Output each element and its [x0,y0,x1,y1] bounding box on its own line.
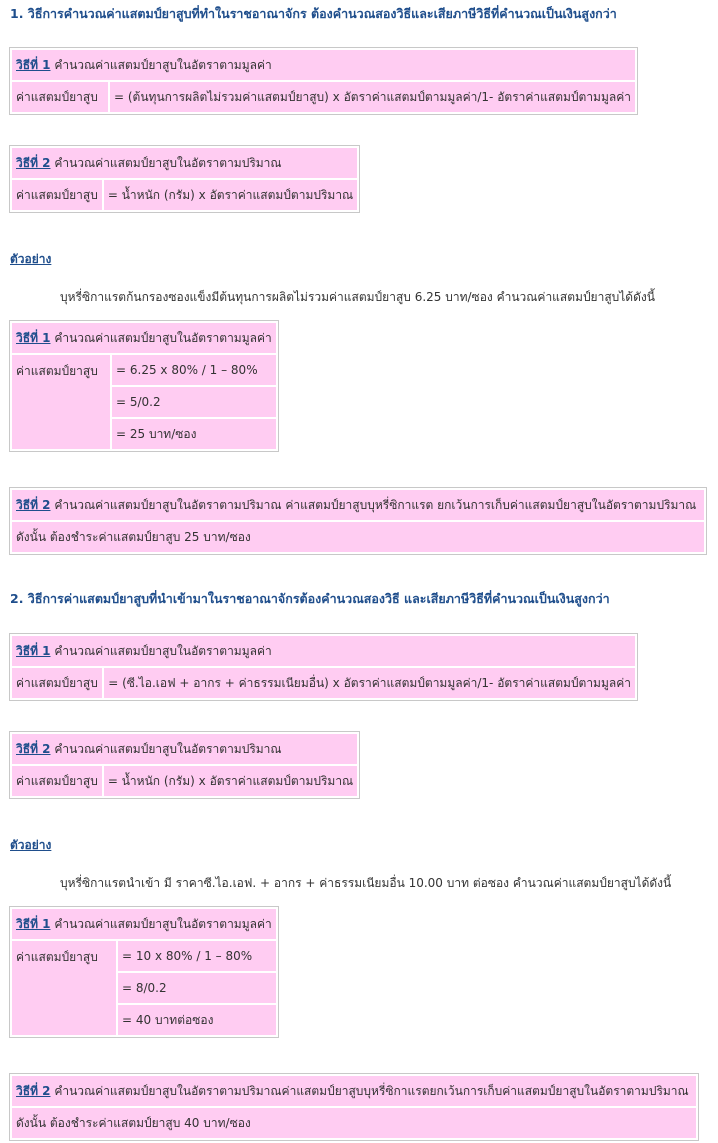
s1-example2-link[interactable]: วิธีที่ 2 [16,497,51,512]
s2-example1-link[interactable]: วิธีที่ 1 [16,916,51,931]
s1-method2-label: ค่าแสตมป์ยาสูบ [12,180,102,210]
s2-method1-label: ค่าแสตมป์ยาสูบ [12,668,102,698]
s1-example1-desc: คำนวณค่าแสตมป์ยาสูบในอัตราตามมูลค่า [54,330,272,345]
s2-example1-line: = 8/0.2 [118,973,276,1003]
s2-example-intro: บุหรี่ซิกาแรตนำเข้า มี ราคาซี.ไอ.เอฟ. + อากร + ค่าธรรมเนียมอื่น 10.00 บาท ต่อซอง คำนวณค่าแสตมป์ยาสูบได้ดังนี้ [60,876,672,890]
s1-method1-label: ค่าแสตมป์ยาสูบ [12,82,108,112]
s1-example2-desc: คำนวณค่าแสตมป์ยาสูบในอัตราตามปริมาณ ค่าแสตมป์ยาสูบบุหรี่ซิกาแรต ยกเว้นการเก็บค่าแสตมป์ยาสูบในอัตราตามปริมาณ [54,497,697,512]
s2-method2-label: ค่าแสตมป์ยาสูบ [12,766,102,796]
s1-example1-link[interactable]: วิธีที่ 1 [16,330,51,345]
s1-method2-desc: คำนวณค่าแสตมป์ยาสูบในอัตราตามปริมาณ [54,155,282,170]
s1-example2-table [9,487,707,555]
s1-method1-link[interactable]: วิธีที่ 1 [16,57,51,72]
s2-example2-link[interactable]: วิธีที่ 2 [16,1083,51,1098]
s2-method1-link[interactable]: วิธีที่ 1 [16,643,51,658]
section2-heading: 2. วิธีการค่าแสตมป์ยาสูบที่นำเข้ามาในราชอาณาจักรต้องคำนวณสองวิธี และเสียภาษีวิธีที่คำนวณเป็นเงินสูงกว่า [10,591,610,606]
s1-method2-link[interactable]: วิธีที่ 2 [16,155,51,170]
s1-example-label[interactable]: ตัวอย่าง [10,252,52,266]
s2-method1-desc: คำนวณค่าแสตมป์ยาสูบในอัตราตามมูลค่า [54,643,272,658]
s1-example1-line: = 6.25 x 80% / 1 – 80% [112,355,276,385]
s1-example2-conclusion: ดังนั้น ต้องชำระค่าแสตมป์ยาสูบ 25 บาท/ซอง [12,522,704,552]
s2-example1-label: ค่าแสตมป์ยาสูบ [12,941,116,1035]
s1-example1-line: = 5/0.2 [112,387,276,417]
s1-method2-table [9,145,360,213]
s1-method1-formula: = (ต้นทุนการผลิตไม่รวมค่าแสตมป์ยาสูบ) x อัตราค่าแสตมป์ตามมูลค่า/1- อัตราค่าแสตมป์ตามมูลค่า [110,82,635,112]
s2-method2-link[interactable]: วิธีที่ 2 [16,741,51,756]
s2-example1-desc: คำนวณค่าแสตมป์ยาสูบในอัตราตามมูลค่า [54,916,272,931]
s2-example1-line: = 10 x 80% / 1 – 80% [118,941,276,971]
s2-example1-line: = 40 บาทต่อซอง [118,1005,276,1035]
s2-method2-desc: คำนวณค่าแสตมป์ยาสูบในอัตราตามปริมาณ [54,741,282,756]
s1-method1-desc: คำนวณค่าแสตมป์ยาสูบในอัตราตามมูลค่า [54,57,272,72]
s2-method1-formula: = (ซี.ไอ.เอฟ + อากร + ค่าธรรมเนียมอื่น) x อัตราค่าแสตมป์ตามมูลค่า/1- อัตราค่าแสตมป์ตามมูลค่า [104,668,635,698]
section1-heading: 1. วิธีการคำนวณค่าแสตมป์ยาสูบที่ทำในราชอาณาจักร ต้องคำนวณสองวิธีและเสียภาษีวิธีที่คำนวณเป็นเงินสูงกว่า [10,6,617,21]
s2-example2-conclusion: ดังนั้น ต้องชำระค่าแสตมป์ยาสูบ 40 บาท/ซอง [12,1108,696,1138]
s2-method1-table [9,633,638,701]
s1-example1-table [9,320,279,452]
s2-method2-table [9,731,360,799]
s2-example2-desc: คำนวณค่าแสตมป์ยาสูบในอัตราตามปริมาณค่าแสตมป์ยาสูบบุหรี่ซิกาแรตยกเว้นการเก็บค่าแสตมป์ยาสูบในอัตราตามปริมาณ [54,1083,689,1098]
s2-example2-table [9,1073,699,1141]
s1-method2-formula: = น้ำหนัก (กรัม) x อัตราค่าแสตมป์ตามปริมาณ [104,180,357,210]
s2-example1-table [9,906,279,1038]
s1-example1-line: = 25 บาท/ซอง [112,419,276,449]
s2-method2-formula: = น้ำหนัก (กรัม) x อัตราค่าแสตมป์ตามปริมาณ [104,766,357,796]
s1-example1-label: ค่าแสตมป์ยาสูบ [12,355,110,449]
s1-example-intro: บุหรี่ซิกาแรตก้นกรองซองแข็งมีต้นทุนการผลิตไม่รวมค่าแสตมป์ยาสูบ 6.25 บาท/ซอง คำนวณค่าแสตมป์ยาสูบได้ดังนี้ [60,290,655,304]
s1-method1-table [9,47,638,115]
s2-example-label[interactable]: ตัวอย่าง [10,838,52,852]
